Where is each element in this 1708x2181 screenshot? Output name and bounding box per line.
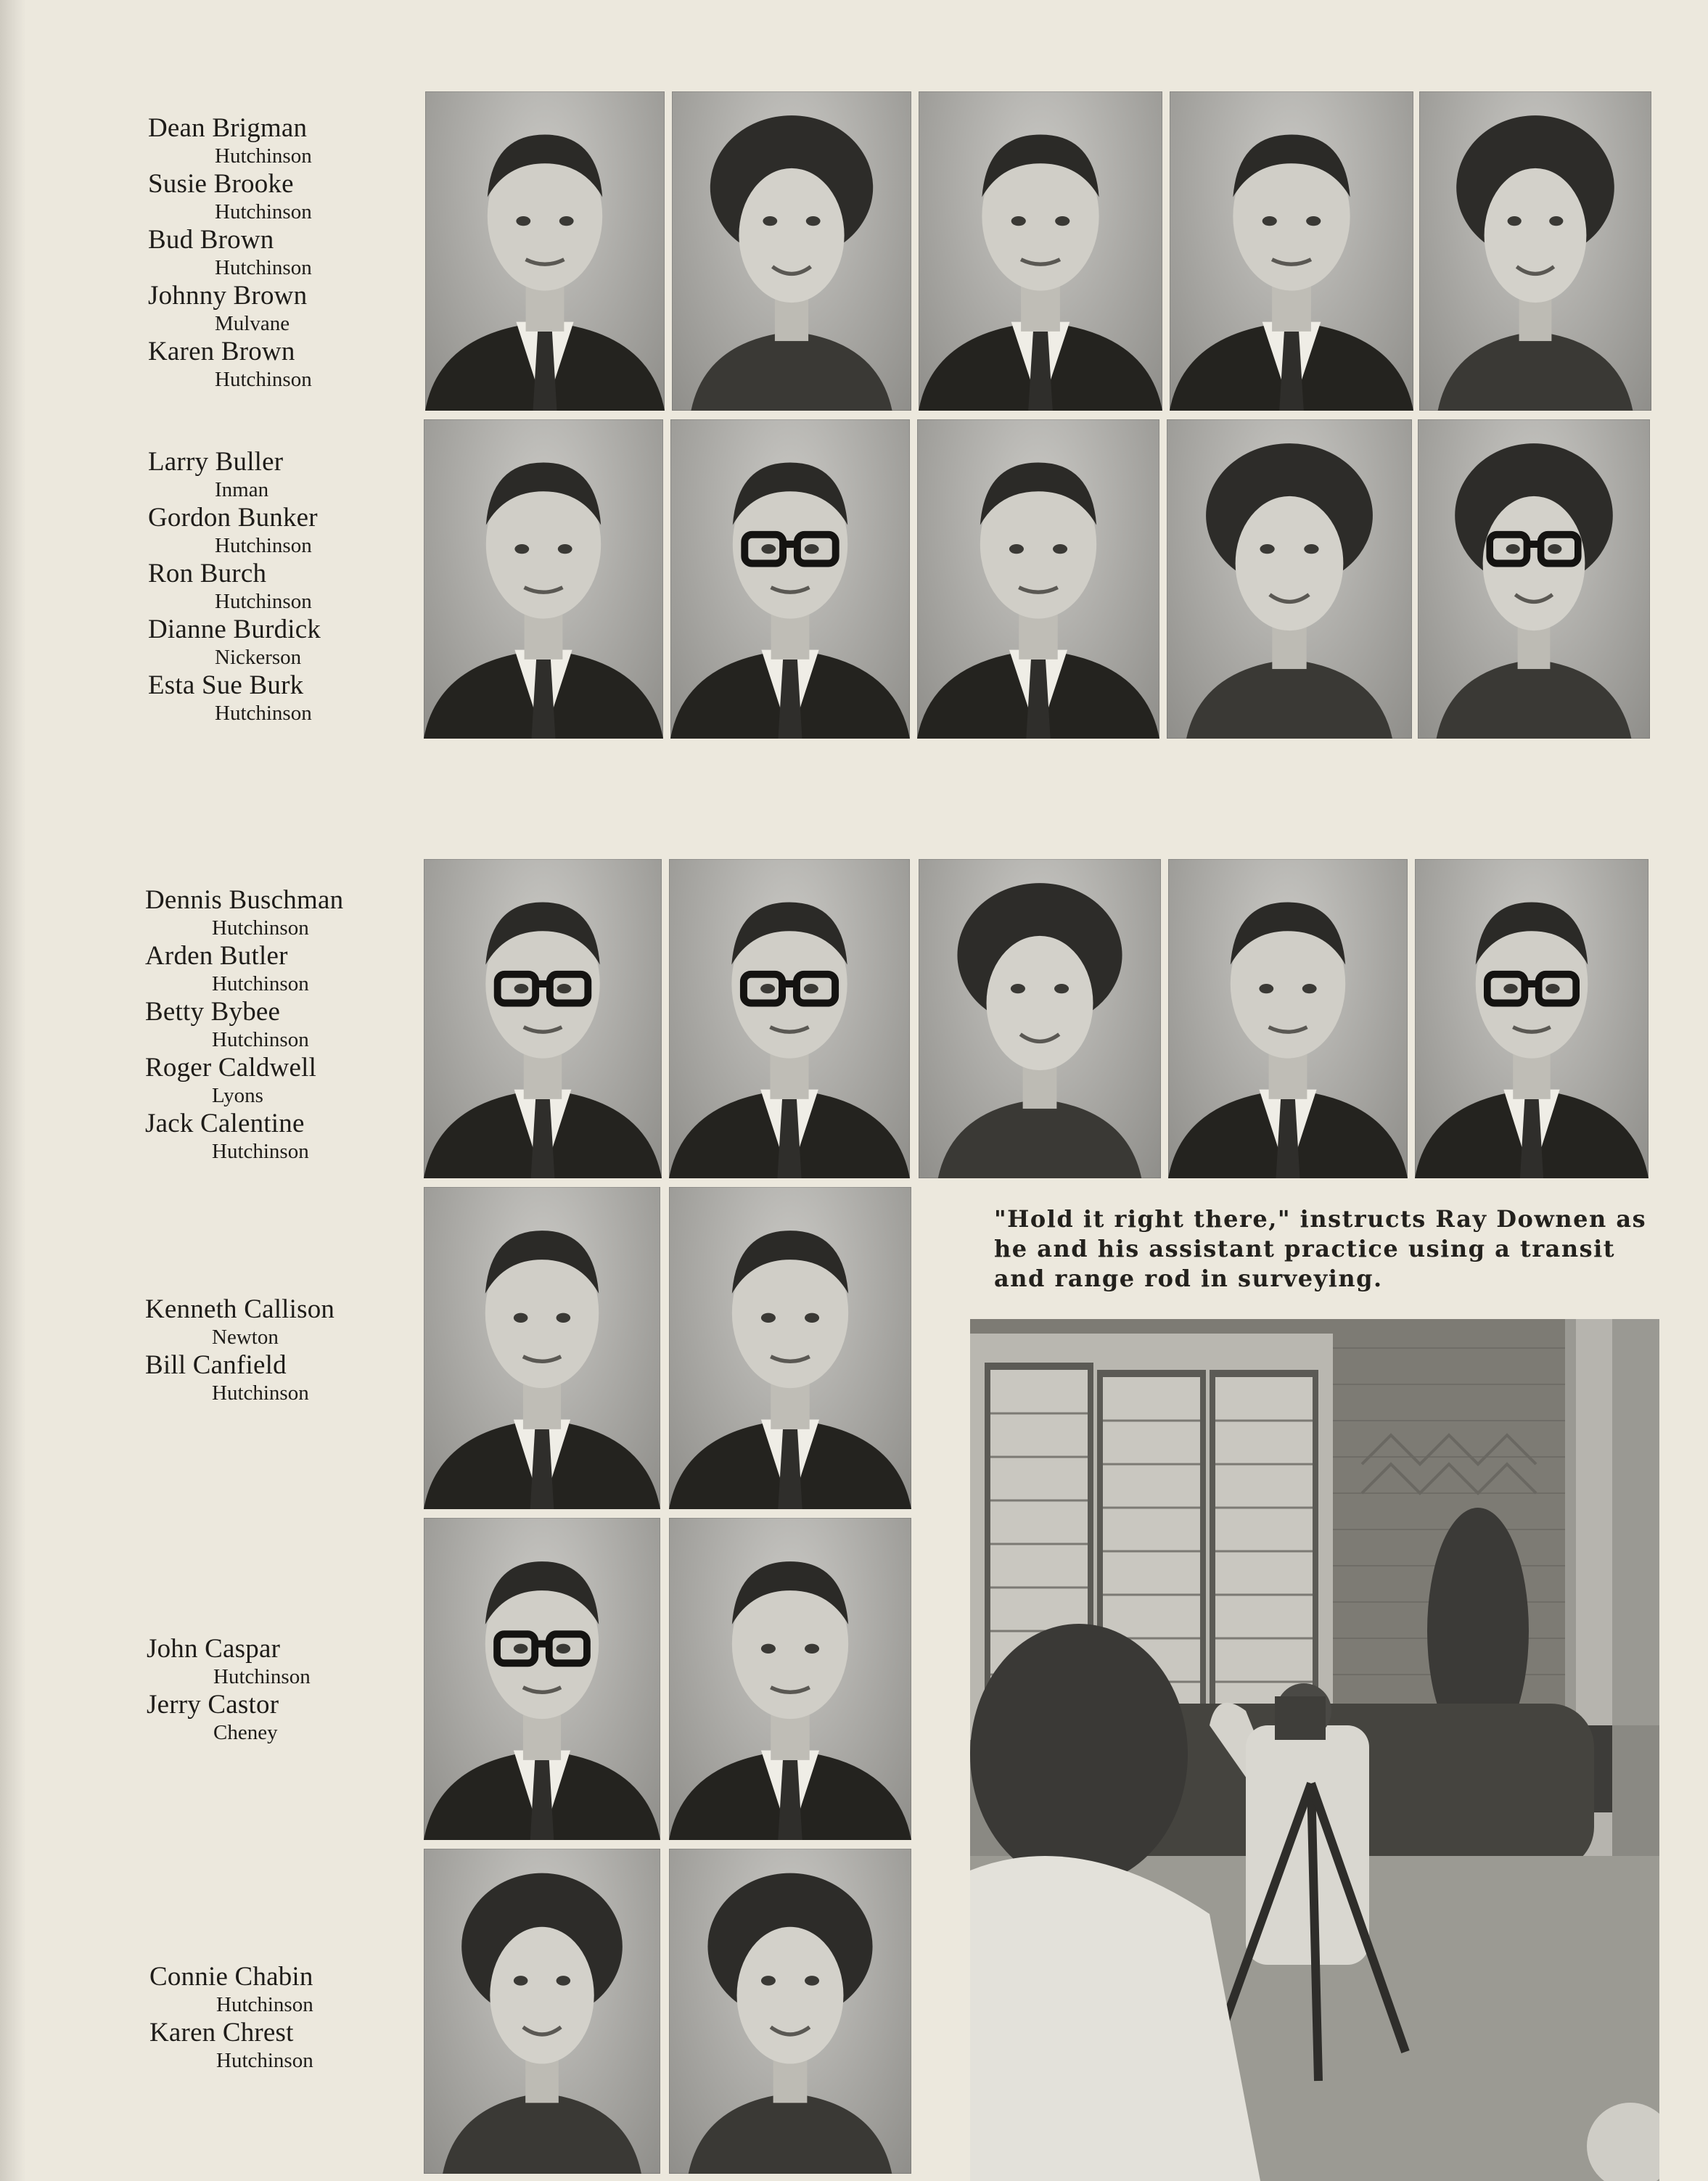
- name-list-group-6: [149, 1963, 313, 2075]
- portrait-photo: [425, 91, 665, 411]
- person-hometown: Hutchinson: [212, 1140, 309, 1163]
- portrait-photo: [670, 419, 910, 739]
- person-name: Johnny Brown: [148, 281, 308, 311]
- portrait-photo: [919, 859, 1161, 1178]
- person-hometown: Hutchinson: [216, 2049, 313, 2072]
- portrait-photo: [1415, 859, 1649, 1178]
- person-name: Bill Canfield: [145, 1350, 287, 1380]
- person-name: Bud Brown: [148, 225, 274, 255]
- person-entry: [148, 282, 312, 338]
- person-entry: [145, 887, 343, 942]
- person-hometown: Hutchinson: [215, 200, 312, 223]
- person-entry: [148, 560, 321, 616]
- person-entry: [148, 338, 312, 394]
- person-hometown: Newton: [212, 1326, 279, 1349]
- person-entry: [148, 672, 321, 728]
- woman-portrait-icon: [669, 1849, 911, 2174]
- portrait-photo: [424, 859, 662, 1178]
- man-portrait-icon: [1168, 859, 1408, 1178]
- woman-portrait-icon: [424, 1849, 660, 2174]
- man-portrait-icon: [919, 91, 1162, 411]
- person-entry: [145, 1110, 343, 1166]
- person-entry: [148, 448, 321, 504]
- person-entry: [147, 1635, 311, 1691]
- man-portrait-icon: [669, 859, 910, 1178]
- person-hometown: Cheney: [213, 1721, 278, 1744]
- man-portrait-icon: [424, 419, 663, 739]
- woman-portrait-icon: [1419, 91, 1651, 411]
- name-list-group-4: [145, 1296, 334, 1408]
- person-name: Larry Buller: [148, 447, 284, 477]
- person-hometown: Hutchinson: [215, 702, 312, 725]
- person-entry: [145, 1352, 334, 1408]
- person-entry: [145, 942, 343, 998]
- person-hometown: Hutchinson: [215, 590, 312, 613]
- woman-portrait-icon: [1167, 419, 1412, 739]
- person-name: Esta Sue Burk: [148, 670, 304, 700]
- person-hometown: Hutchinson: [212, 1028, 309, 1051]
- person-name: Gordon Bunker: [148, 503, 318, 533]
- portrait-photo: [424, 1518, 660, 1840]
- person-entry: [148, 616, 321, 672]
- name-list-group-3: [145, 887, 343, 1166]
- man-portrait-icon: [425, 91, 665, 411]
- page-gutter: [0, 0, 26, 2181]
- person-name: Karen Chrest: [149, 2018, 294, 2047]
- man-portrait-icon: [917, 419, 1159, 739]
- person-entry: [149, 2019, 313, 2075]
- man-portrait-icon: [424, 1518, 660, 1840]
- person-hometown: Hutchinson: [215, 534, 312, 557]
- man-portrait-icon: [1415, 859, 1649, 1178]
- person-name: John Caspar: [147, 1634, 281, 1664]
- person-hometown: Hutchinson: [215, 144, 312, 168]
- person-entry: [145, 998, 343, 1054]
- portrait-photo: [669, 859, 910, 1178]
- person-name: Ron Burch: [148, 559, 267, 588]
- man-portrait-icon: [1170, 91, 1413, 411]
- person-name: Roger Caldwell: [145, 1053, 317, 1083]
- person-name: Jack Calentine: [145, 1109, 305, 1138]
- person-entry: [145, 1296, 334, 1352]
- person-hometown: Hutchinson: [215, 256, 312, 279]
- person-entry: [148, 504, 321, 560]
- portrait-photo: [669, 1518, 911, 1840]
- portrait-photo: [917, 419, 1159, 739]
- man-portrait-icon: [669, 1187, 911, 1509]
- portrait-photo: [669, 1849, 911, 2174]
- name-list-group-5: [147, 1635, 311, 1747]
- person-entry: [148, 171, 312, 226]
- person-name: Kenneth Callison: [145, 1294, 335, 1324]
- person-hometown: Inman: [215, 478, 269, 501]
- person-hometown: Hutchinson: [212, 1381, 309, 1405]
- person-name: Susie Brooke: [148, 169, 294, 199]
- person-name: Dianne Burdick: [148, 615, 321, 644]
- person-hometown: Hutchinson: [212, 972, 309, 995]
- portrait-photo: [424, 1849, 660, 2174]
- person-entry: [148, 226, 312, 282]
- woman-portrait-icon: [1418, 419, 1650, 739]
- person-entry: [145, 1054, 343, 1110]
- portrait-photo: [1167, 419, 1412, 739]
- portrait-photo: [1170, 91, 1413, 411]
- person-name: Dennis Buschman: [145, 885, 344, 915]
- man-portrait-icon: [424, 1187, 660, 1509]
- surveying-photo: [970, 1319, 1659, 2181]
- person-name: Karen Brown: [148, 337, 295, 366]
- person-name: Dean Brigman: [148, 113, 308, 143]
- person-hometown: Hutchinson: [215, 368, 312, 391]
- portrait-photo: [424, 419, 663, 739]
- person-hometown: Hutchinson: [213, 1665, 311, 1688]
- person-entry: [149, 1963, 313, 2019]
- portrait-photo: [1419, 91, 1651, 411]
- man-portrait-icon: [670, 419, 910, 739]
- portrait-photo: [669, 1187, 911, 1509]
- woman-portrait-icon: [919, 859, 1161, 1178]
- portrait-photo: [1418, 419, 1650, 739]
- person-name: Betty Bybee: [145, 997, 281, 1027]
- portrait-photo: [1168, 859, 1408, 1178]
- person-entry: [148, 115, 312, 171]
- person-hometown: Mulvane: [215, 312, 290, 335]
- person-hometown: Lyons: [212, 1084, 263, 1107]
- photo-caption: "Hold it right there," instructs Ray Downen as he and his assistant practice using a transit and range rod in surveying.: [994, 1205, 1647, 1292]
- person-hometown: Hutchinson: [212, 916, 309, 940]
- person-entry: [147, 1691, 311, 1747]
- portrait-photo: [424, 1187, 660, 1509]
- person-hometown: Hutchinson: [216, 1993, 313, 2016]
- man-portrait-icon: [669, 1518, 911, 1840]
- woman-portrait-icon: [672, 91, 911, 411]
- name-list-group-1: [148, 115, 312, 394]
- person-hometown: Nickerson: [215, 646, 302, 669]
- person-name: Connie Chabin: [149, 1962, 313, 1992]
- person-name: Jerry Castor: [147, 1690, 279, 1720]
- surveying-scene: [970, 1319, 1659, 2181]
- portrait-photo: [919, 91, 1162, 411]
- man-portrait-icon: [424, 859, 662, 1178]
- portrait-photo: [672, 91, 911, 411]
- name-list-group-2: [148, 448, 321, 728]
- person-name: Arden Butler: [145, 941, 288, 971]
